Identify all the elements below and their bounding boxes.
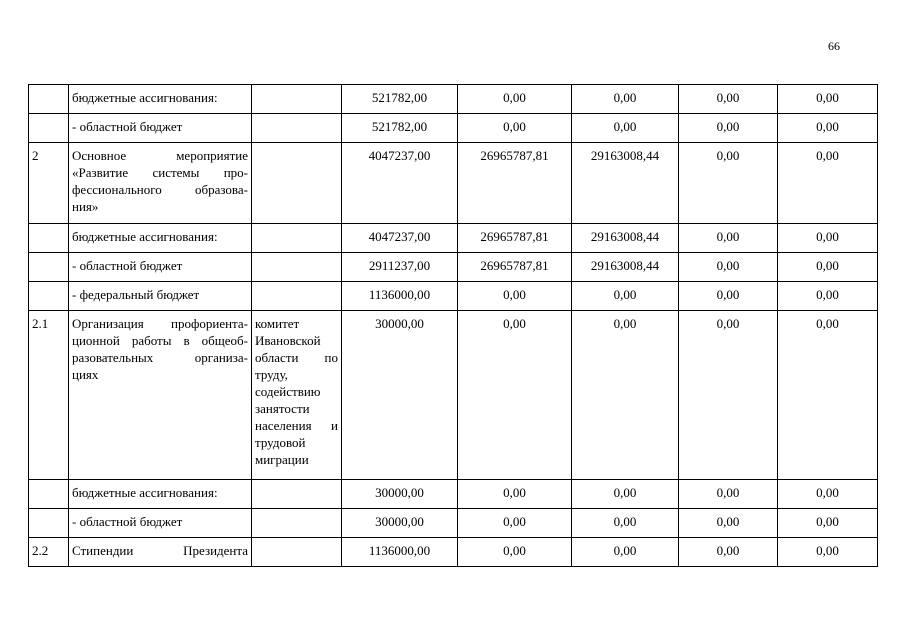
measure-name-line: Организация профориента- [72, 316, 248, 331]
amount-cell: 0,00 [778, 143, 878, 224]
amount-cell: 29163008,44 [572, 143, 679, 224]
table-row [29, 114, 878, 143]
amount-cell: 0,00 [778, 311, 878, 480]
measure-name-line: Стипендии Президента [72, 543, 248, 558]
table-row [29, 480, 878, 509]
amount-cell: 0,00 [458, 85, 572, 114]
page-number: 66 [828, 39, 840, 53]
amount-cell: 29163008,44 [572, 253, 679, 282]
amount-cell: 0,00 [679, 282, 778, 311]
measure-name-line: ния» [72, 199, 99, 214]
executor-cell [252, 224, 342, 253]
amount-cell: 4047237,00 [342, 224, 458, 253]
amount-cell: 30000,00 [342, 480, 458, 509]
row-number-cell [29, 85, 69, 114]
amount-cell: 29163008,44 [572, 224, 679, 253]
measure-name-line: - областной бюджет [72, 258, 183, 273]
measure-name-line: - федеральный бюджет [72, 287, 200, 302]
measure-name-cell [69, 282, 252, 311]
row-number-cell: 2.1 [29, 311, 69, 480]
executor-line: занятости [255, 401, 310, 416]
measure-name-line: - областной бюджет [72, 119, 183, 134]
row-number-cell: 2.2 [29, 538, 69, 567]
measure-name-line: - областной бюджет [72, 514, 183, 529]
amount-cell: 0,00 [778, 253, 878, 282]
amount-cell: 0,00 [679, 253, 778, 282]
amount-cell: 0,00 [679, 538, 778, 567]
amount-cell: 30000,00 [342, 311, 458, 480]
executor-cell [252, 509, 342, 538]
amount-cell: 26965787,81 [458, 143, 572, 224]
measure-name-line: ционной работы в общеоб- [72, 333, 248, 348]
row-number-cell [29, 253, 69, 282]
row-number-cell: 2 [29, 143, 69, 224]
measure-name-line: фессионального образова- [72, 182, 248, 197]
executor-cell [252, 114, 342, 143]
amount-cell: 0,00 [458, 509, 572, 538]
measure-name-line: циях [72, 367, 99, 382]
table-row [29, 311, 878, 480]
table-row [29, 282, 878, 311]
amount-cell: 0,00 [458, 114, 572, 143]
measure-name-cell [69, 114, 252, 143]
amount-cell: 0,00 [679, 480, 778, 509]
amount-cell: 0,00 [778, 282, 878, 311]
amount-cell: 0,00 [458, 480, 572, 509]
executor-line: комитет [255, 316, 300, 331]
amount-cell: 0,00 [572, 282, 679, 311]
amount-cell: 0,00 [572, 114, 679, 143]
amount-cell: 1136000,00 [342, 282, 458, 311]
measure-name-cell [69, 480, 252, 509]
measure-name-line: бюджетные ассигнования: [72, 229, 218, 244]
amount-cell: 0,00 [572, 509, 679, 538]
row-number-cell [29, 224, 69, 253]
measure-name-cell [69, 143, 252, 224]
amount-cell: 0,00 [778, 114, 878, 143]
budget-table [28, 84, 878, 567]
amount-cell: 0,00 [458, 282, 572, 311]
table-row [29, 253, 878, 282]
executor-cell [252, 480, 342, 509]
amount-cell: 0,00 [458, 538, 572, 567]
table-row [29, 224, 878, 253]
executor-line: области по [255, 350, 338, 365]
table-row [29, 143, 878, 224]
amount-cell: 0,00 [679, 85, 778, 114]
amount-cell: 0,00 [572, 480, 679, 509]
amount-cell: 2911237,00 [342, 253, 458, 282]
measure-name-cell [69, 224, 252, 253]
executor-line: миграции [255, 452, 309, 467]
table-row [29, 509, 878, 538]
table-row [29, 85, 878, 114]
measure-name-line: бюджетные ассигнования: [72, 90, 218, 105]
amount-cell: 0,00 [458, 311, 572, 480]
executor-cell [252, 253, 342, 282]
amount-cell: 0,00 [679, 311, 778, 480]
executor-line: Ивановской [255, 333, 321, 348]
measure-name-line: «Развитие системы про- [72, 165, 248, 180]
amount-cell: 0,00 [679, 509, 778, 538]
amount-cell: 0,00 [778, 85, 878, 114]
executor-line: населения и [255, 418, 338, 433]
measure-name-cell [69, 253, 252, 282]
amount-cell: 26965787,81 [458, 224, 572, 253]
amount-cell: 4047237,00 [342, 143, 458, 224]
amount-cell: 521782,00 [342, 85, 458, 114]
amount-cell: 0,00 [679, 143, 778, 224]
amount-cell: 0,00 [572, 311, 679, 480]
executor-cell [252, 311, 342, 480]
amount-cell: 521782,00 [342, 114, 458, 143]
measure-name-line: бюджетные ассигнования: [72, 485, 218, 500]
row-number-cell [29, 509, 69, 538]
amount-cell: 0,00 [778, 224, 878, 253]
measure-name-line: Основное мероприятие [72, 148, 248, 163]
row-number-cell [29, 282, 69, 311]
amount-cell: 30000,00 [342, 509, 458, 538]
executor-cell [252, 538, 342, 567]
executor-cell [252, 282, 342, 311]
amount-cell: 0,00 [778, 480, 878, 509]
amount-cell: 0,00 [572, 85, 679, 114]
amount-cell: 0,00 [572, 538, 679, 567]
measure-name-cell [69, 509, 252, 538]
executor-line: трудовой [255, 435, 306, 450]
row-number-cell [29, 480, 69, 509]
executor-cell [252, 143, 342, 224]
amount-cell: 0,00 [778, 538, 878, 567]
measure-name-cell [69, 85, 252, 114]
measure-name-line: разовательных организа- [72, 350, 248, 365]
measure-name-cell [69, 538, 252, 567]
executor-line: содействию [255, 384, 321, 399]
table-row [29, 538, 878, 567]
amount-cell: 0,00 [679, 114, 778, 143]
amount-cell: 26965787,81 [458, 253, 572, 282]
executor-cell [252, 85, 342, 114]
amount-cell: 1136000,00 [342, 538, 458, 567]
row-number-cell [29, 114, 69, 143]
amount-cell: 0,00 [679, 224, 778, 253]
amount-cell: 0,00 [778, 509, 878, 538]
executor-line: труду, [255, 367, 288, 382]
measure-name-cell [69, 311, 252, 480]
